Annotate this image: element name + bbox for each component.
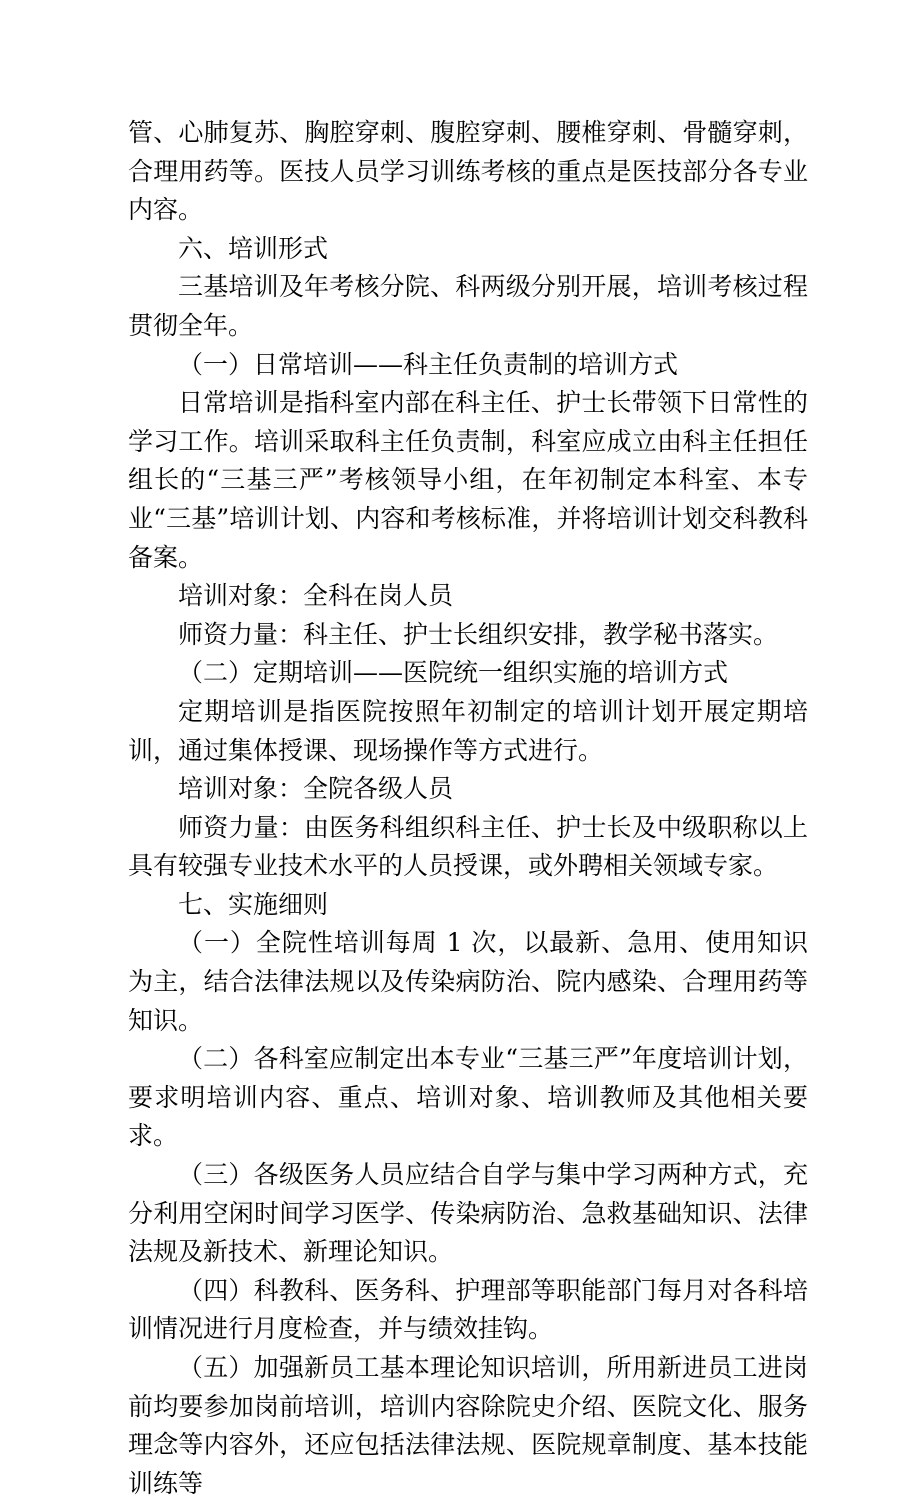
paragraph: 日常培训是指科室内部在科主任、护士长带领下日常性的学习工作。培训采取科主任负责制，科室应成立由科主任担任组长的“三基三严”考核领导小组，在年初制定本科室、本专业“三基”培训计划、内容和考核标准，并将培训计划交科教科备案。	[128, 388, 808, 572]
teaching-staff-line: 师资力量：科主任、护士长组织安排，教学秘书落实。	[178, 619, 779, 649]
teaching-staff-line: 师资力量：由医务科组织科主任、护士长及中级职称以上具有较强专业技术水平的人员授课，或外聘相关领域专家。	[128, 812, 808, 881]
paragraph: 定期培训是指医院按照年初制定的培训计划开展定期培训，通过集体授课、现场操作等方式进行。	[128, 696, 808, 765]
paragraph: 三基培训及年考核分院、科两级分别开展，培训考核过程贯彻全年。	[128, 272, 808, 340]
implementation-item: （一）全院性培训每周 1 次，以最新、急用、使用知识为主，结合法律法规以及传染病防治、院内感染、合理用药等知识。	[128, 928, 808, 1035]
implementation-item: （五）加强新员工基本理论知识培训，所用新进员工进岗前均要参加岗前培训，培训内容除院史介绍、医院文化、服务理念等内容外，还应包括法律法规、医院规章制度、基本技能训练等	[128, 1353, 808, 1498]
document-page	[128, 114, 808, 1503]
training-target-line: 培训对象：全科在岗人员	[178, 581, 454, 611]
implementation-item: （四）科教科、医务科、护理部等职能部门每月对各科培训情况进行月度检查，并与绩效挂钩。	[128, 1275, 808, 1344]
training-target-line: 培训对象：全院各级人员	[178, 774, 454, 804]
section-heading-implementation: 七、实施细则	[178, 889, 329, 919]
implementation-item: （三）各级医务人员应结合自学与集中学习两种方式，充分利用空闲时间学习医学、传染病防治、急救基础知识、法律法规及新技术、新理论知识。	[128, 1160, 808, 1267]
subsection-heading-periodic-training: （二）定期培训——医院统一组织实施的培训方式	[178, 658, 729, 688]
implementation-item: （二）各科室应制定出本专业“三基三严”年度培训计划，要求明培训内容、重点、培训对象、培训教师及其他相关要求。	[128, 1044, 808, 1151]
section-heading-training-form: 六、培训形式	[178, 233, 329, 263]
paragraph-continuation: 管、心肺复苏、胸腔穿刺、腹腔穿刺、腰椎穿刺、骨髓穿刺，合理用药等。医技人员学习训练考核的重点是医技部分各专业内容。	[128, 118, 808, 225]
subsection-heading-daily-training: （一）日常培训——科主任负责制的培训方式	[178, 349, 679, 379]
